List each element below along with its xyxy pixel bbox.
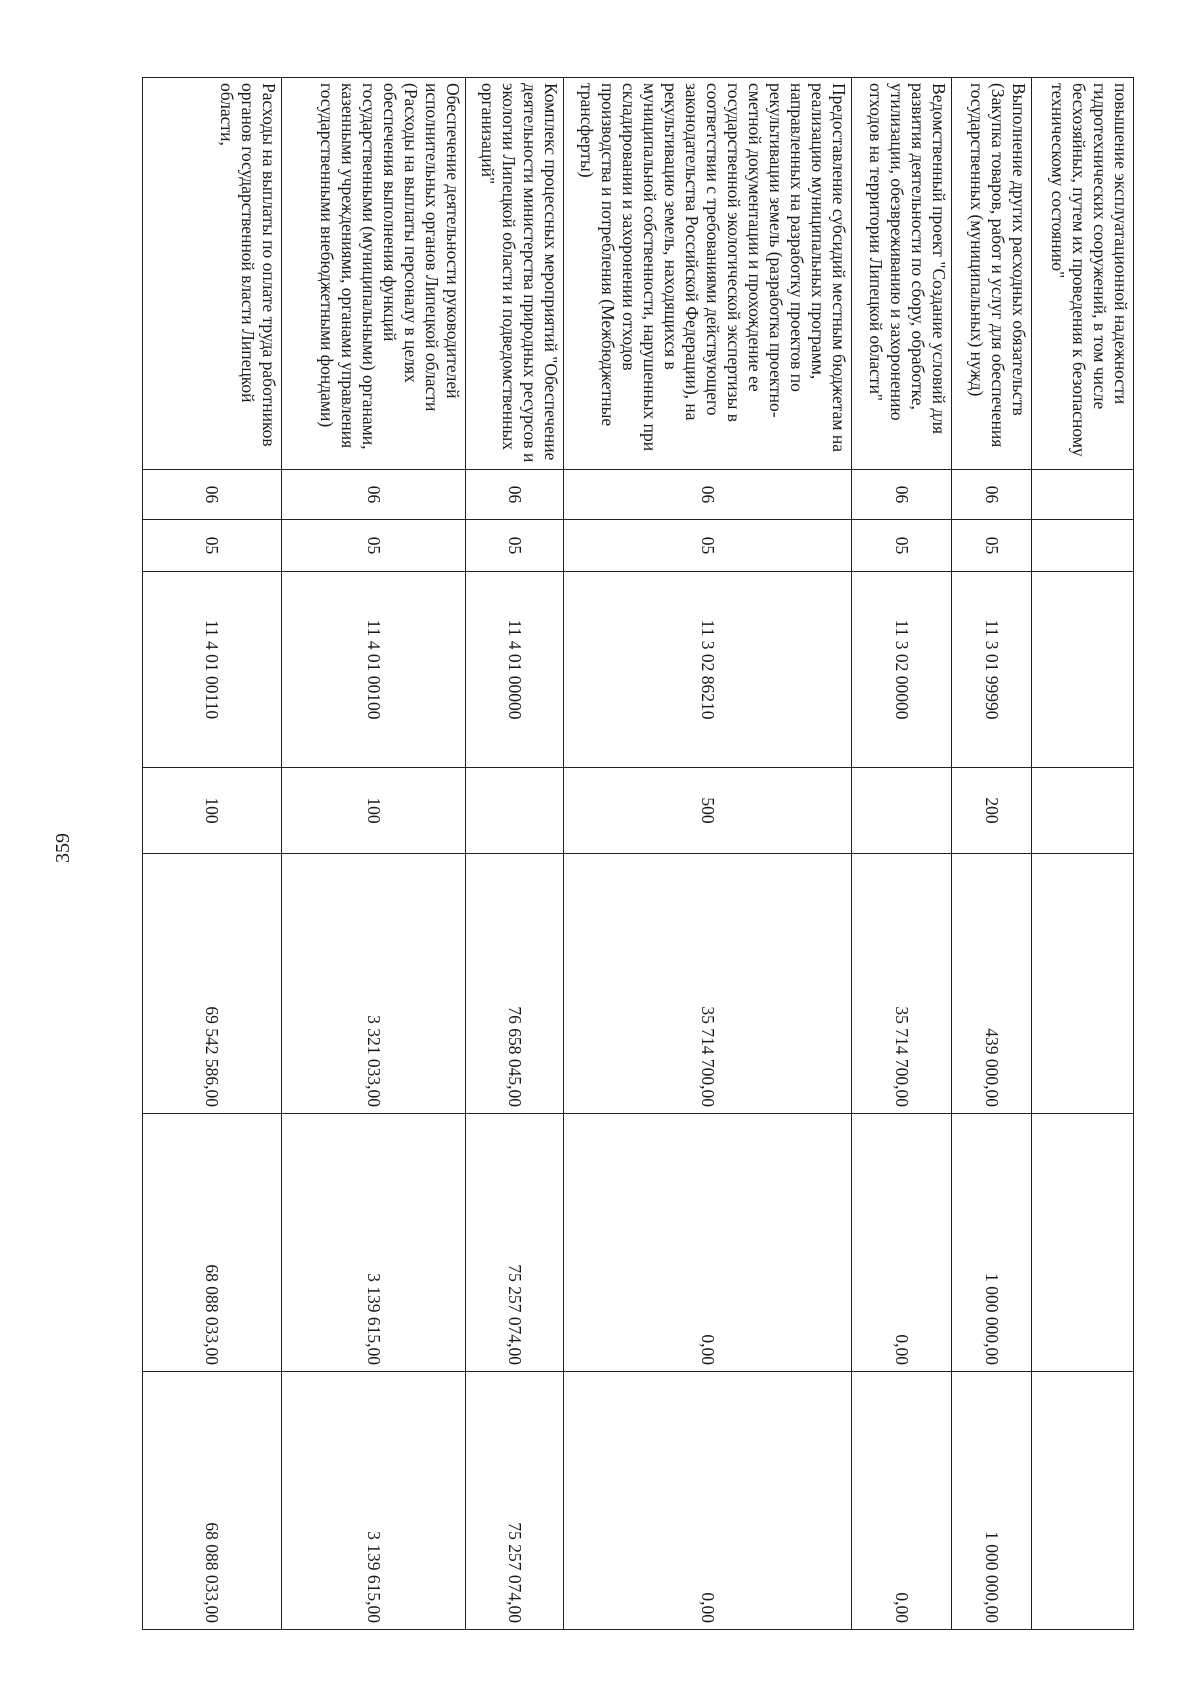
row-target: 11 4 01 00110 [143, 572, 282, 768]
row-value-2: 1 000 000,00 [952, 1114, 1032, 1372]
row-subsection: 05 [564, 520, 852, 572]
row-value-2: 3 139 615,00 [282, 1114, 466, 1372]
row-section: 06 [143, 470, 282, 520]
row-value-3: 68 088 033,00 [143, 1372, 282, 1630]
row-type [852, 768, 952, 854]
row-value-2: 75 257 074,00 [466, 1114, 564, 1372]
row-value-3 [1032, 1372, 1134, 1630]
row-subsection: 05 [466, 520, 564, 572]
row-type: 100 [143, 768, 282, 854]
row-section [1032, 470, 1134, 520]
row-value-1 [1032, 854, 1134, 1114]
table-row [564, 78, 852, 1630]
row-name: Обеспечение деятельности руководителей исполнительных органов Липецкой области (Расходы на выплаты персоналу в целях обеспечения выполнения функций государственными (муниципальными) органами, казенными учреждениями, органами управления государственными внебюджетными фондами) [282, 78, 466, 470]
row-value-3: 1 000 000,00 [952, 1372, 1032, 1630]
row-section: 06 [282, 470, 466, 520]
table-row [1032, 78, 1134, 1630]
row-value-1: 35 714 700,00 [852, 854, 952, 1114]
row-target: 11 4 01 00000 [466, 572, 564, 768]
row-value-2 [1032, 1114, 1134, 1372]
row-name: повышение эксплуатационной надежности гидротехнических сооружений, в том числе бесхозяйных, путем их проведения к безопасному техническому состоянию" [1032, 78, 1134, 470]
row-subsection: 05 [143, 520, 282, 572]
row-target: 11 3 02 86210 [564, 572, 852, 768]
page-number: 359 [52, 833, 74, 863]
row-name: Ведомственный проект "Создание условий для развития деятельности по сбору, обработке, утилизации, обезвреживанию и захоронению отходов на территории Липецкой области" [852, 78, 952, 470]
row-section: 06 [466, 470, 564, 520]
row-subsection: 05 [852, 520, 952, 572]
row-target: 11 4 01 00100 [282, 572, 466, 768]
row-value-2: 0,00 [564, 1114, 852, 1372]
row-type [466, 768, 564, 854]
row-type: 500 [564, 768, 852, 854]
row-target [1032, 572, 1134, 768]
row-subsection [1032, 520, 1134, 572]
row-type: 200 [952, 768, 1032, 854]
row-value-3: 3 139 615,00 [282, 1372, 466, 1630]
table-row [282, 78, 466, 1630]
row-section: 06 [952, 470, 1032, 520]
row-name: Выполнение других расходных обязательств (Закупка товаров, работ и услуг для обеспечения государственных (муниципальных) нужд) [952, 78, 1032, 470]
row-value-1: 76 658 045,00 [466, 854, 564, 1114]
row-subsection: 05 [282, 520, 466, 572]
row-value-1: 69 542 586,00 [143, 854, 282, 1114]
row-section: 06 [564, 470, 852, 520]
row-name: Предоставление субсидий местным бюджетам на реализацию муниципальных программ, направленных на разработку проектов по рекультивации земель (разработка проектно-сметной документации и прохождение ее государственной экологической экспертизы в соответствии с требованиями действующего законодательства Российской Федерации), на рекультивацию земель, находящихся в муниципальной собственности, нарушенных при складировании и захоронении отходов производства и потребления (Межбюджетные трансферты) [564, 78, 852, 470]
row-value-2: 0,00 [852, 1114, 952, 1372]
table-row [143, 78, 282, 1630]
row-name: Расходы на выплаты по оплате труда работников органов государственной власти Липецкой области, [143, 78, 282, 470]
table-row [466, 78, 564, 1630]
row-value-1: 439 000,00 [952, 854, 1032, 1114]
row-target: 11 3 02 00000 [852, 572, 952, 768]
table-row [852, 78, 952, 1630]
row-target: 11 3 01 99990 [952, 572, 1032, 768]
row-value-1: 35 714 700,00 [564, 854, 852, 1114]
row-type [1032, 768, 1134, 854]
budget-table [142, 77, 1134, 1630]
row-value-3: 0,00 [564, 1372, 852, 1630]
row-value-2: 68 088 033,00 [143, 1114, 282, 1372]
row-subsection: 05 [952, 520, 1032, 572]
budget-table-container [143, 77, 1134, 1629]
row-value-3: 0,00 [852, 1372, 952, 1630]
row-type: 100 [282, 768, 466, 854]
row-section: 06 [852, 470, 952, 520]
row-value-1: 3 321 033,00 [282, 854, 466, 1114]
table-row [952, 78, 1032, 1630]
row-name: Комплекс процессных мероприятий "Обеспечение деятельности министерства природных ресурсов и экологии Липецкой области и подведомственных организаций" [466, 78, 564, 470]
row-value-3: 75 257 074,00 [466, 1372, 564, 1630]
